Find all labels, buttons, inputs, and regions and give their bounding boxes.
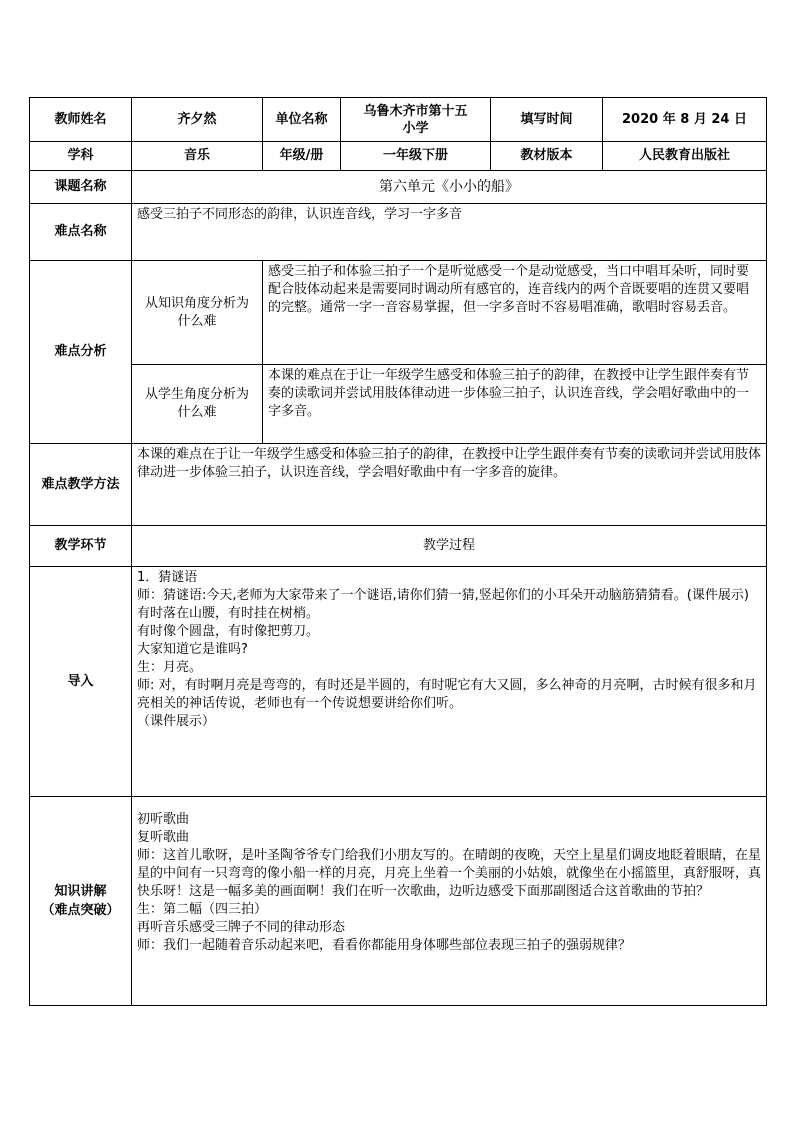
knowledge-line: 生：第二幅（四三拍）	[137, 902, 268, 917]
fill-date-value: 2020 年 8 月 24 日	[603, 98, 767, 142]
lesson-title-row	[30, 171, 767, 204]
unit-name-label: 单位名称	[263, 98, 341, 142]
grade-label: 年级/册	[263, 142, 341, 171]
method-label: 难点教学方法	[30, 444, 132, 526]
student-angle-label: 从学生角度分析为什么难	[132, 365, 263, 444]
knowledge-line: 复听歌曲	[137, 830, 190, 845]
intro-content	[132, 567, 767, 797]
teacher-name-value: 齐夕然	[132, 98, 263, 142]
teaching-stage-label: 教学环节	[30, 526, 132, 567]
intro-line: 师: 对，有时啊月亮是弯弯的，有时还是半圆的，有时呢它有大又圆，多么神奇的月亮啊，古时候有很多和月亮相关的神话传说，老师也有一个传说想要讲给你们听。	[137, 678, 757, 711]
knowledge-label	[30, 797, 132, 1006]
edition-value: 人民教育出版社	[603, 142, 767, 171]
grade-value: 一年级下册	[341, 142, 491, 171]
knowledge-line: 初听歌曲	[137, 812, 190, 827]
header-row-2	[30, 142, 767, 171]
intro-line: 有时落在山腰，有时挂在树梢。	[137, 606, 320, 621]
intro-line: 大家知道它是谁吗?	[137, 642, 248, 657]
knowledge-line: 再听音乐感受三牌子不同的律动形态	[137, 920, 346, 935]
method-row	[30, 444, 767, 526]
intro-row	[30, 567, 767, 797]
analysis-label: 难点分析	[30, 261, 132, 444]
fill-date-label: 填写时间	[491, 98, 603, 142]
difficulty-row	[30, 204, 767, 261]
unit-name-value: 乌鲁木齐市第十五小学	[341, 98, 491, 142]
difficulty-label: 难点名称	[30, 204, 132, 261]
intro-line: （课件展示）	[137, 714, 216, 729]
lesson-title-label: 课题名称	[30, 171, 132, 204]
intro-label: 导入	[30, 567, 132, 797]
lesson-title-value: 第六单元《小小的船》	[132, 171, 767, 204]
knowledge-line: 师：这首儿歌呀，是叶圣陶爷爷专门给我们小朋友写的。在晴朗的夜晚，天空上星星们调皮地眨着眼睛，在星星的中间有一只弯弯的像小船一样的月亮，月亮上坐着一个美丽的小姑娘，就像坐在小摇篮里，真舒服呀，真快乐呀！这是一幅多美的画面啊！我们在听一次歌曲，边听边感受下面那副图适合这首歌曲的节拍？	[137, 848, 762, 899]
knowledge-line: 师：我们一起随着音乐动起来吧，看看你都能用身体哪些部位表现三拍子的强弱规律？	[137, 938, 632, 953]
method-text: 本课的难点在于让一年级学生感受和体验三拍子的韵律，在教授中让学生跟伴奏有节奏的读歌词并尝试用肢体律动进一步体验三拍子，认识连音线，学会唱好歌曲中有一字多音的旋律。	[132, 444, 767, 526]
lesson-plan-table	[29, 97, 767, 1006]
header-row-1	[30, 98, 767, 142]
subject-value: 音乐	[132, 142, 263, 171]
intro-line: 师：猜谜语:今天,老师为大家带来了一个谜语,请你们猜一猜,竖起你们的小耳朵开动脑筋猜猜看。(课件展示)	[137, 588, 749, 603]
knowledge-angle-label: 从知识角度分析为什么难	[132, 261, 263, 365]
knowledge-content	[132, 797, 767, 1006]
difficulty-value: 感受三拍子不同形态的韵律，认识连音线，学习一字多音	[132, 204, 767, 261]
analysis-student-row	[30, 365, 767, 444]
knowledge-label-line1: 知识讲解	[54, 884, 107, 899]
edition-label: 教材版本	[491, 142, 603, 171]
teaching-process-label: 教学过程	[132, 526, 767, 567]
knowledge-label-line2: （难点突破）	[41, 903, 120, 918]
intro-line: 生：月亮。	[137, 660, 203, 675]
analysis-knowledge-row	[30, 261, 767, 365]
intro-line: 有时像个圆盘，有时像把剪刀。	[137, 624, 320, 639]
intro-line: 1．猜谜语	[137, 570, 198, 585]
knowledge-angle-text: 感受三拍子和体验三拍子一个是听觉感受一个是动觉感受，当口中唱耳朵听，同时要配合肢体动起来是需要同时调动所有感官的，连音线内的两个音既要唱的连贯又要唱的完整。通常一字一音容易掌握，但一字多音时不容易唱准确，歌唱时容易丢音。	[263, 261, 767, 365]
knowledge-row	[30, 797, 767, 1006]
teacher-name-label: 教师姓名	[30, 98, 132, 142]
student-angle-text: 本课的难点在于让一年级学生感受和体验三拍子的韵律，在教授中让学生跟伴奏有节奏的读歌词并尝试用肢体律动进一步体验三拍子，认识连音线，学会唱好歌曲中的一字多音。	[263, 365, 767, 444]
subject-label: 学科	[30, 142, 132, 171]
process-header-row	[30, 526, 767, 567]
